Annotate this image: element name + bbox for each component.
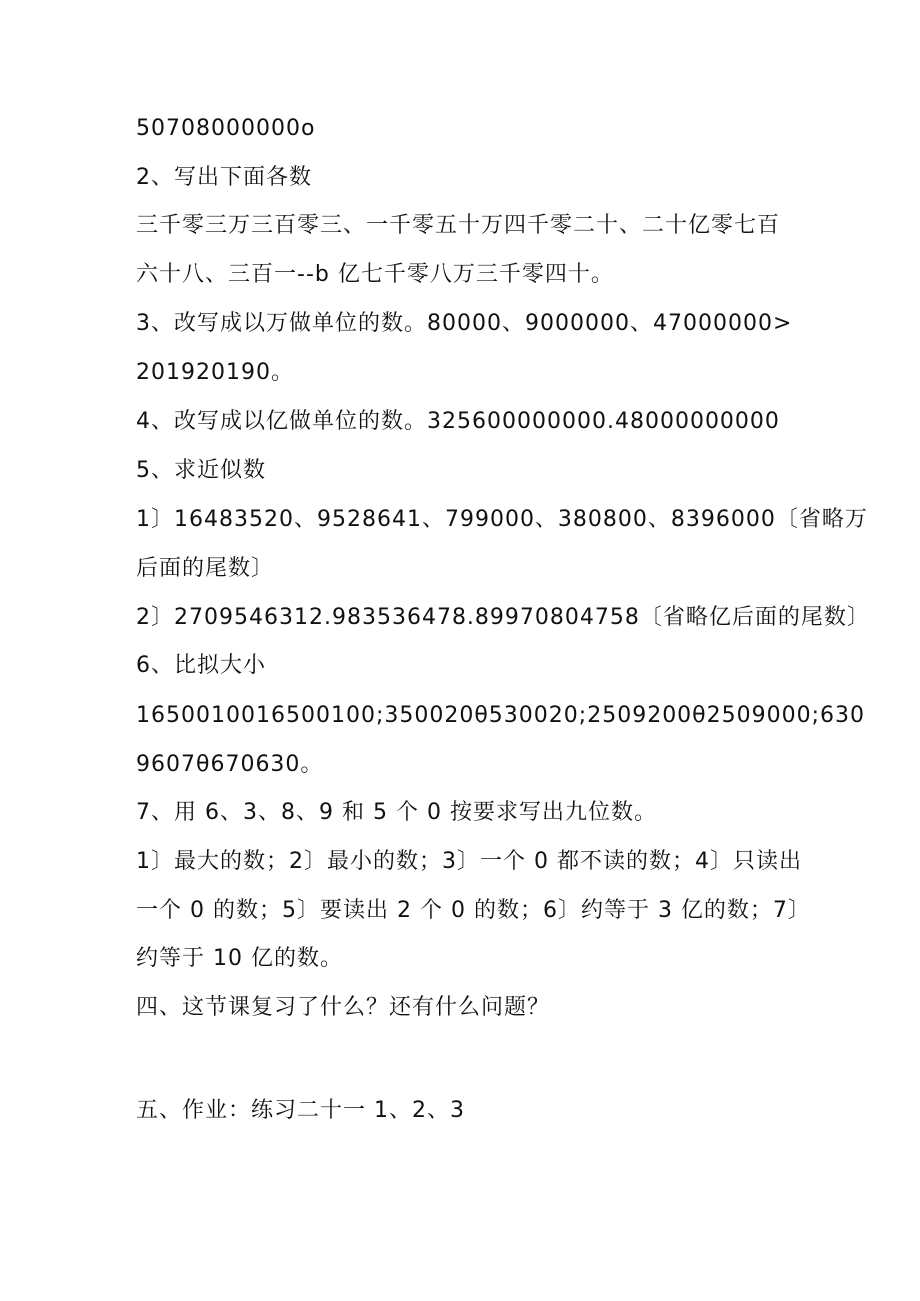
question-7-line-2: 一个 0 的数；5〕要读出 2 个 0 的数；6〕约等于 3 亿的数；7〕 [136,898,811,923]
question-7-heading: 7、用 6、3、8、9 和 5 个 0 按要求写出九位数。 [136,800,657,825]
question-6-line-1: 1650010016500100;350020θ530020;2509200θ2509000;630 [136,703,866,728]
question-2-text-line-2: 六十八、三百一--b 亿七千零八万三千零四十。 [136,262,614,287]
question-4-line: 4、改写成以亿做单位的数。325600000000.48000000000 [136,409,780,434]
question-5-part-1-line-1: 1〕16483520、9528641、799000、380800、8396000〔省略万 [136,507,868,532]
answer-number-line: 50708000000o [136,116,316,141]
question-5-part-2-line: 2〕2709546312.983536478.89970804758〔省略亿后面的尾数〕 [136,605,870,630]
question-3-line-2: 201920190。 [136,360,294,385]
section-4-heading: 四、这节课复习了什么？还有什么问题？ [136,995,551,1020]
question-2-text-line-1: 三千零三万三百零三、一千零五十万四千零二十、二十亿零七百 [136,213,781,238]
question-6-heading: 6、比拟大小 [136,653,266,678]
question-7-line-3: 约等于 10 亿的数。 [136,946,343,971]
question-5-heading: 5、求近似数 [136,458,266,483]
question-7-line-1: 1〕最大的数；2〕最小的数；3〕一个 0 都不读的数；4〕只读出 [136,849,802,874]
question-3-line-1: 3、改写成以万做单位的数。80000、9000000、47000000> [136,311,793,336]
question-2-heading: 2、写出下面各数 [136,165,312,190]
question-5-part-1-line-2: 后面的尾数〕 [136,556,275,581]
question-6-line-2: 9607θ670630。 [136,752,324,777]
section-5-homework: 五、作业：练习二十一 1、2、3 [136,1098,465,1123]
